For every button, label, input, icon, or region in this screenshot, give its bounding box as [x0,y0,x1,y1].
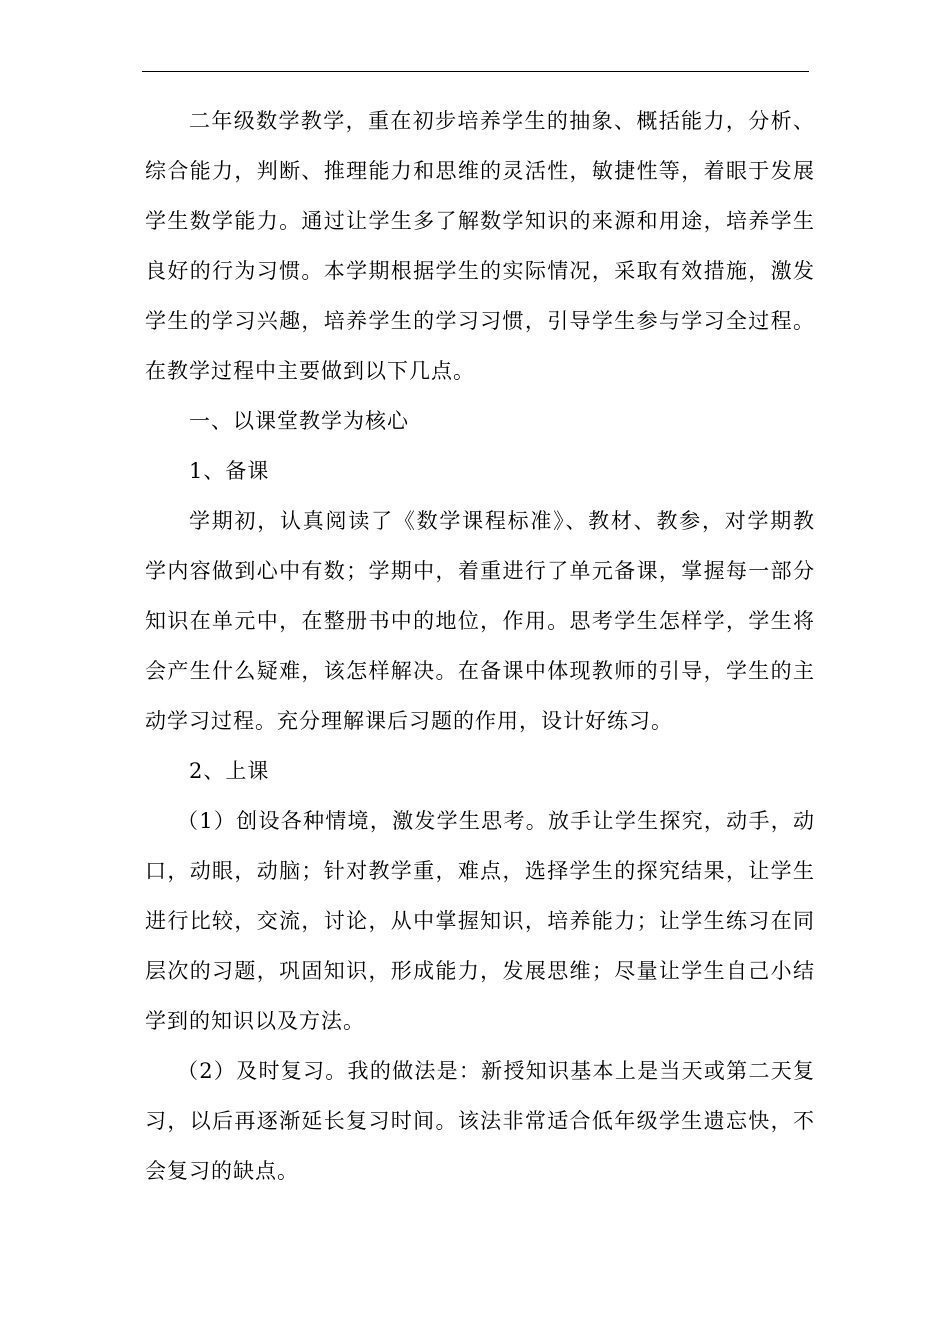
paragraph-item-1: （1）创设各种情境，激发学生思考。放手让学生探究，动手，动口，动眼，动脑；针对教学重，难点，选择学生的探究结果，让学生进行比较，交流，讨论，从中掌握知识，培养能力；让学生练习在同层次的习题，巩固知识，形成能力，发展思维；尽量让学生自己小结学到的知识以及方法。 [145,809,815,1033]
paragraph-intro: 二年级数学教学，重在初步培养学生的抽象、概括能力，分析、综合能力，判断、推理能力和思维的灵活性，敏捷性等，着眼于发展学生数学能力。通过让学生多了解数学知识的来源和用途，培养学生良好的行为习惯。本学期根据学生的实际情况，采取有效措施，激发学生的学习兴趣，培养学生的学习习惯，引导学生参与学习全过程。在教学过程中主要做到以下几点。 [145,109,815,383]
paragraph-item-2: （2）及时复习。我的做法是：新授知识基本上是当天或第二天复习，以后再逐渐延长复习时间。该法非常适合低年级学生遗忘快，不会复习的缺点。 [145,1059,815,1183]
subsection-heading-lesson-prep: 1、备课 [189,459,270,483]
subsection-heading-teaching: 2、上课 [189,759,270,783]
body-text [145,96,815,1196]
paragraph-lesson-prep: 学期初，认真阅读了《数学课程标准》、教材、教参，对学期教学内容做到心中有数；学期中，着重进行了单元备课，掌握每一部分知识在单元中，在整册书中的地位，作用。思考学生怎样学，学生将会产生什么疑难，该怎样解决。在备课中体现教师的引导，学生的主动学习过程。充分理解课后习题的作用，设计好练习。 [145,509,815,733]
header-rule [142,71,809,72]
section-heading: 一、以课堂教学为核心 [189,409,409,433]
